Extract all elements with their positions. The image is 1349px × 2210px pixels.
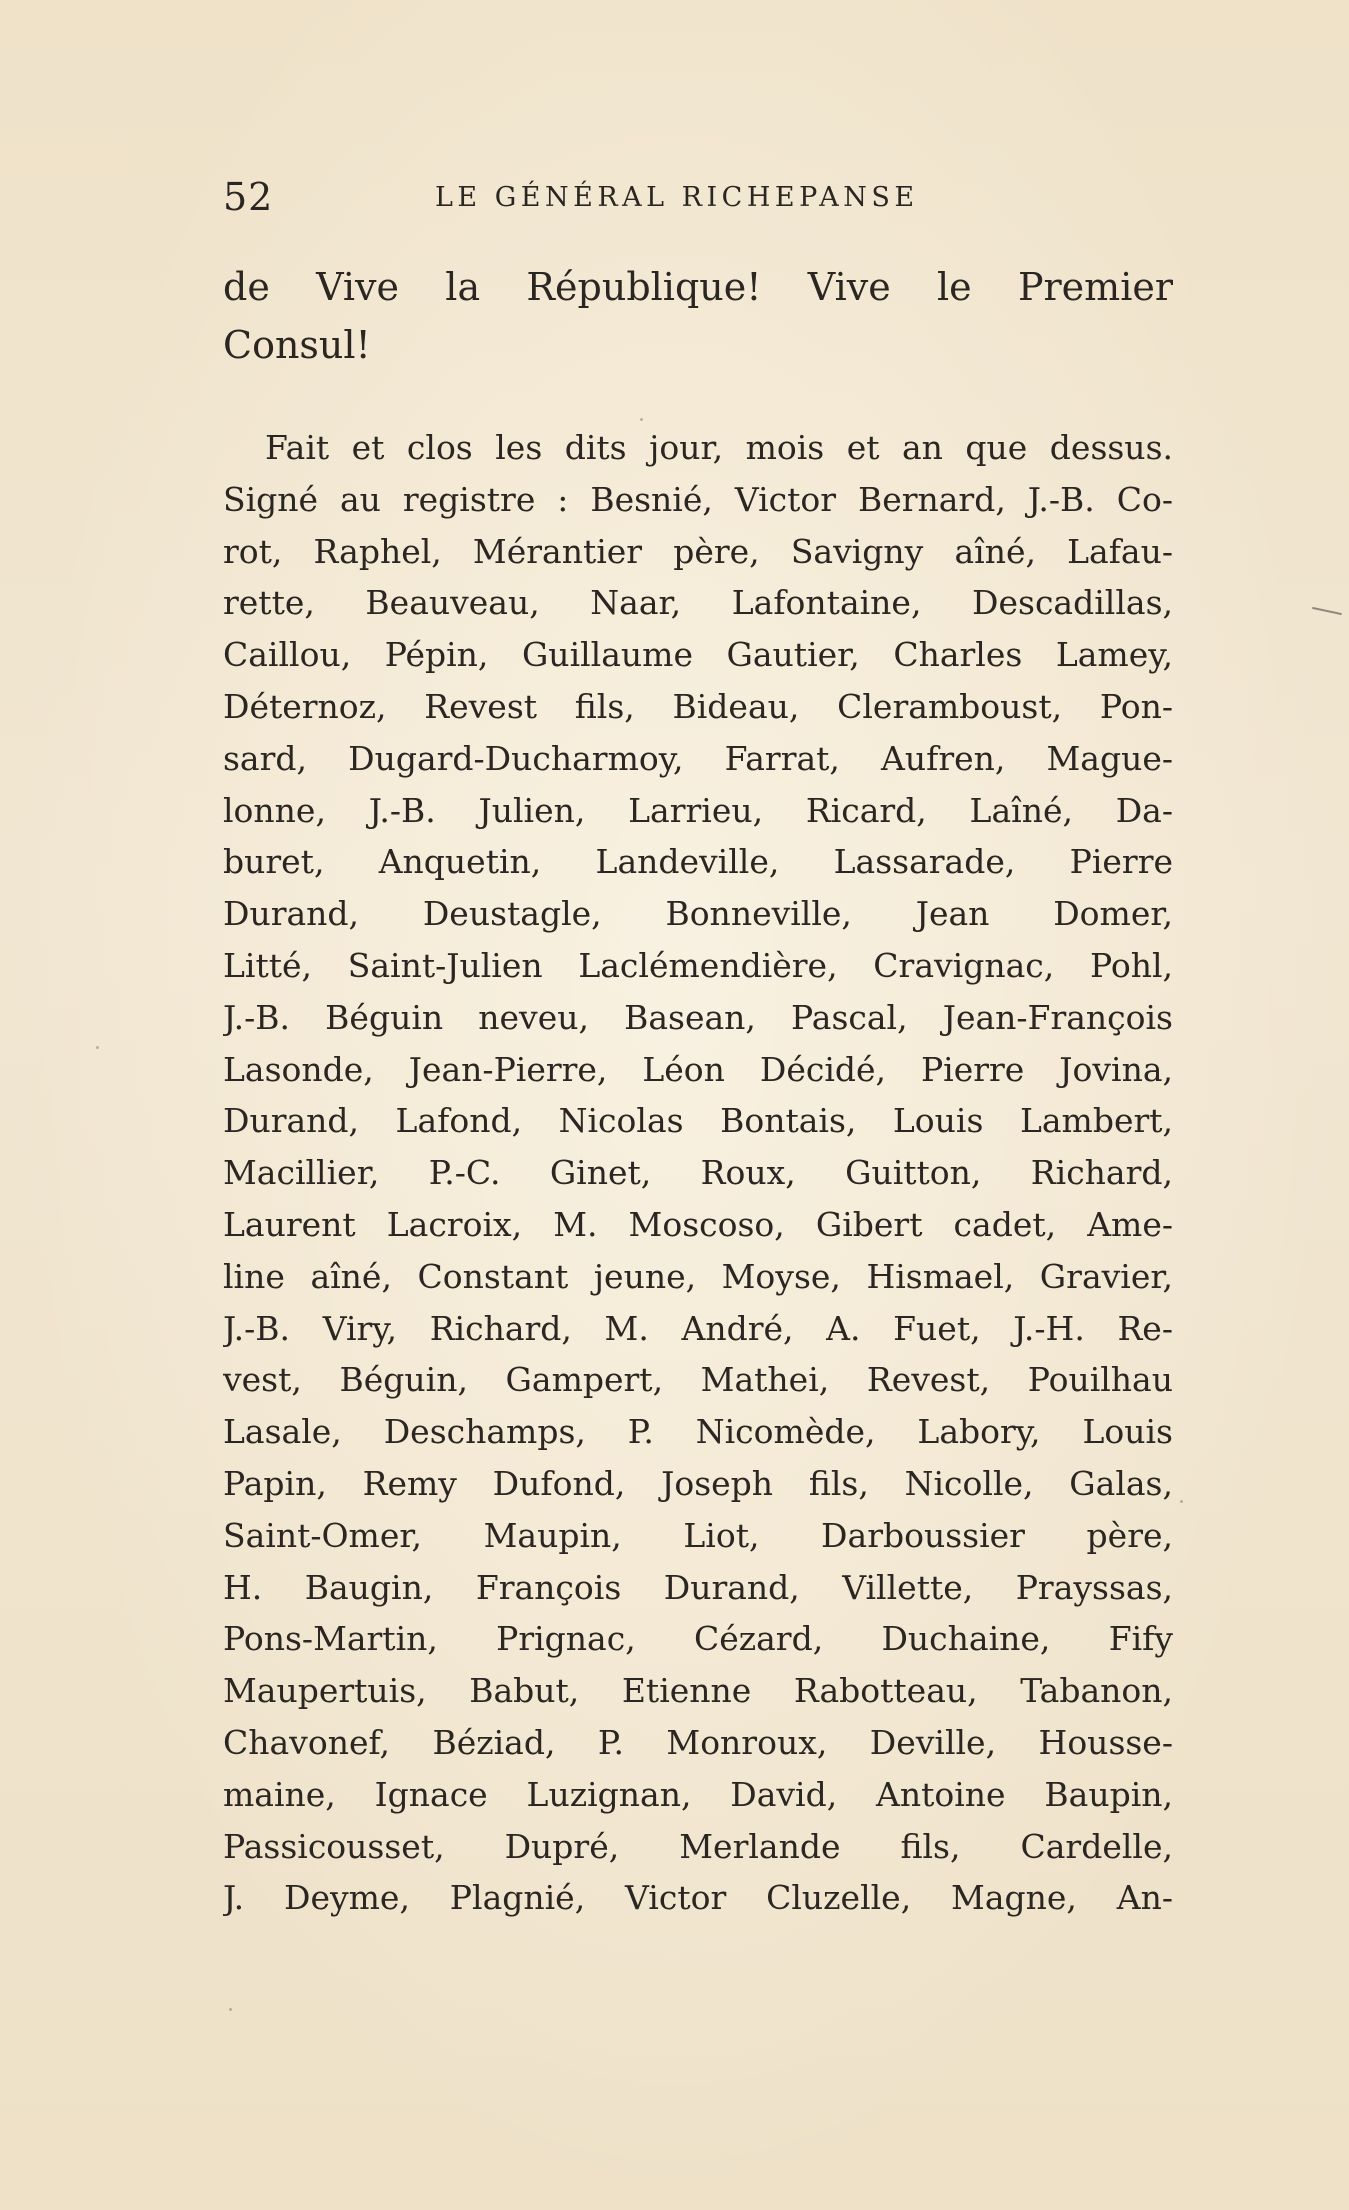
text-line: Consul! xyxy=(223,323,371,367)
text-line: Chavonef, Béziad, P. Monroux, Deville, Housse- xyxy=(223,1722,1173,1762)
text-line: Maupertuis, Babut, Etienne Rabotteau, Tabanon, xyxy=(223,1671,1173,1711)
text-line: line aîné, Constant jeune, Moyse, Hismael, Gravier, xyxy=(223,1256,1173,1296)
body-paragraph xyxy=(223,422,1173,1924)
text-line: Durand, Deustagle, Bonneville, Jean Domer, xyxy=(223,894,1173,934)
paper-speck xyxy=(96,1046,99,1049)
text-line: Passicousset, Dupré, Merlande fils, Cardelle, xyxy=(223,1826,1173,1866)
text-line: Fait et clos les dits jour, mois et an que dessus. xyxy=(265,428,1173,467)
text-line: J.-B. Béguin neveu, Basean, Pascal, Jean-François xyxy=(223,997,1173,1037)
page-header xyxy=(223,172,1173,222)
page-number: 52 xyxy=(223,175,274,219)
text-line: rette, Beauveau, Naar, Lafontaine, Descadillas, xyxy=(223,583,1173,623)
paper-speck xyxy=(1180,1500,1183,1503)
text-line: rot, Raphel, Mérantier père, Savigny aîné, Lafau- xyxy=(223,531,1173,571)
text-line: buret, Anquetin, Landeville, Lassarade, Pierre xyxy=(223,842,1173,882)
paper-speck xyxy=(229,2008,232,2011)
text-line: Caillou, Pépin, Guillaume Gautier, Charles Lamey, xyxy=(223,635,1173,675)
running-title: LE GÉNÉRAL RICHEPANSE xyxy=(435,182,919,213)
paper-speck xyxy=(640,418,643,421)
text-line: Durand, Lafond, Nicolas Bontais, Louis Lambert, xyxy=(223,1101,1173,1141)
text-line: de Vive la République! Vive le Premier xyxy=(223,265,1173,309)
lead-paragraph xyxy=(223,258,1173,374)
text-line: Pons-Martin, Prignac, Cézard, Duchaine, Fify xyxy=(223,1619,1173,1659)
text-line: Saint-Omer, Maupin, Liot, Darboussier père, xyxy=(223,1515,1173,1555)
text-line: J.-B. Viry, Richard, M. André, A. Fuet, J.-H. Re- xyxy=(223,1308,1173,1348)
text-line: J. Deyme, Plagnié, Victor Cluzelle, Magne, An- xyxy=(223,1878,1173,1918)
text-line: Signé au registre : Besnié, Victor Bernard, J.-B. Co- xyxy=(223,479,1173,519)
text-line: Déternoz, Revest fils, Bideau, Cleramboust, Pon- xyxy=(223,686,1173,726)
text-line: maine, Ignace Luzignan, David, Antoine Baupin, xyxy=(223,1774,1173,1814)
text-line: sard, Dugard-Ducharmoy, Farrat, Aufren, Mague- xyxy=(223,738,1173,778)
text-line: vest, Béguin, Gampert, Mathei, Revest, Pouilhau xyxy=(223,1360,1173,1400)
text-line: Macillier, P.-C. Ginet, Roux, Guitton, Richard, xyxy=(223,1153,1173,1193)
text-line: H. Baugin, François Durand, Villette, Prayssas, xyxy=(223,1567,1173,1607)
text-line: Laurent Lacroix, M. Moscoso, Gibert cadet, Ame- xyxy=(223,1204,1173,1244)
text-line: Lasonde, Jean-Pierre, Léon Décidé, Pierre Jovina, xyxy=(223,1049,1173,1089)
text-line: Papin, Remy Dufond, Joseph fils, Nicolle, Galas, xyxy=(223,1463,1173,1503)
margin-mark xyxy=(1312,607,1342,615)
text-line: Litté, Saint-Julien Laclémendière, Cravignac, Pohl, xyxy=(223,945,1173,985)
text-line: lonne, J.-B. Julien, Larrieu, Ricard, Laîné, Da- xyxy=(223,790,1173,830)
text-line: Lasale, Deschamps, P. Nicomède, Labory, Louis xyxy=(223,1412,1173,1452)
